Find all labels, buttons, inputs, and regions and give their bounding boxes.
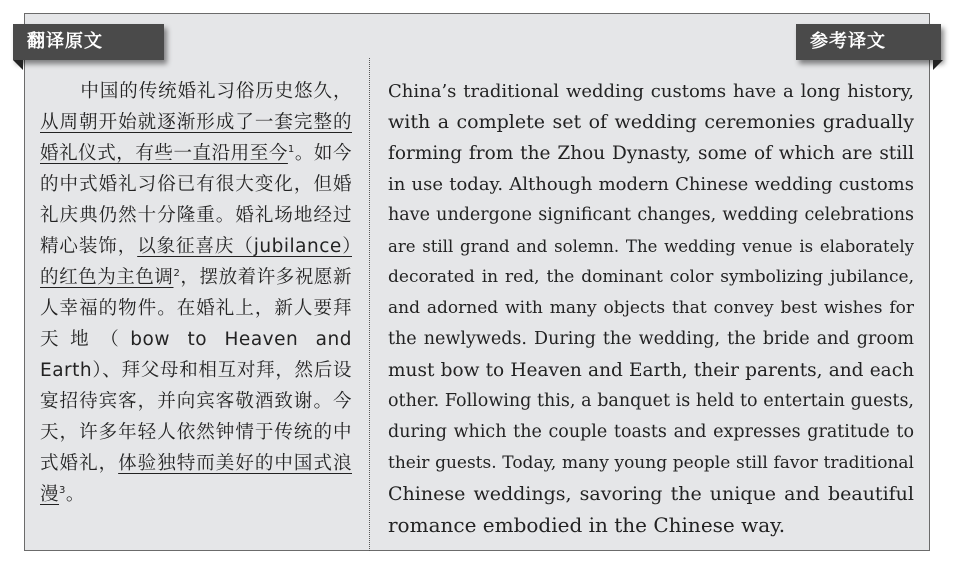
- underlined-phrase-2: 以象征喜庆（jubilance）的红色为主色调: [40, 236, 352, 288]
- reference-line: are still grand and solemn. The wedding venue is elaborately: [388, 237, 914, 256]
- source-label: 翻译原文: [13, 24, 164, 60]
- reference-label: 参考译文: [796, 24, 941, 60]
- reference-line: other. Following this, a banquet is held to entertain guests,: [388, 391, 914, 411]
- reference-line: romance embodied in the Chinese way.: [388, 513, 786, 537]
- reference-line: the newlyweds. During the wedding, the bride and groom: [388, 329, 914, 349]
- reference-line: in use today. Although modern Chinese wedding customs: [388, 174, 914, 195]
- source-segment: 。: [65, 484, 85, 505]
- underlined-phrase-3: 体验独特而美好的中国式浪漫: [40, 453, 352, 505]
- source-segment: ，摆放着许多祝愿新人幸福的物件。在婚礼上，新人要拜天地（bow to Heaven and Earth）、拜父母和相互对拜，然后设宴招待宾客，并向宾客敬酒致谢。今天，许多年轻人依然钟情于传统的中式婚礼，: [40, 267, 352, 474]
- reference-label-fold: [933, 60, 943, 70]
- reference-line: decorated in red, the dominant color symbolizing jubilance,: [388, 267, 914, 287]
- source-segment: 。如今的中式婚礼习俗已有很大变化，但婚礼庆典仍然十分隆重。婚礼场地经过精心装饰，: [40, 143, 352, 257]
- footnote-marker-3: 3: [59, 484, 66, 496]
- reference-line: Chinese weddings, savoring the unique and beautiful: [388, 483, 914, 505]
- footnote-marker-2: 2: [173, 267, 181, 279]
- reference-line: during which the couple toasts and expresses gratitude to: [388, 422, 914, 442]
- reference-line: must bow to Heaven and Earth, their parents, and each: [388, 360, 914, 381]
- reference-line: forming from the Zhou Dynasty, some of which are still: [388, 143, 914, 164]
- source-text: [40, 76, 352, 510]
- footnote-marker-1: 1: [287, 143, 295, 155]
- column-divider: [369, 58, 370, 551]
- reference-line: with a complete set of wedding ceremonies gradually: [388, 111, 914, 133]
- reference-line: and adorned with many objects that convey best wishes for: [388, 298, 914, 318]
- reference-line: have undergone significant changes, wedding celebrations: [388, 205, 914, 225]
- source-segment: 中国的传统婚礼习俗历史悠久，: [80, 81, 352, 102]
- reference-text: [388, 76, 914, 541]
- reference-line: their guests. Today, many young people still favor traditional: [388, 453, 914, 473]
- underlined-phrase-1: 从周朝开始就逐渐形成了一套完整的婚礼仪式，有些一直沿用至今: [40, 112, 352, 164]
- reference-line: China’s traditional wedding customs have a long history,: [388, 81, 914, 102]
- source-label-fold: [13, 60, 23, 70]
